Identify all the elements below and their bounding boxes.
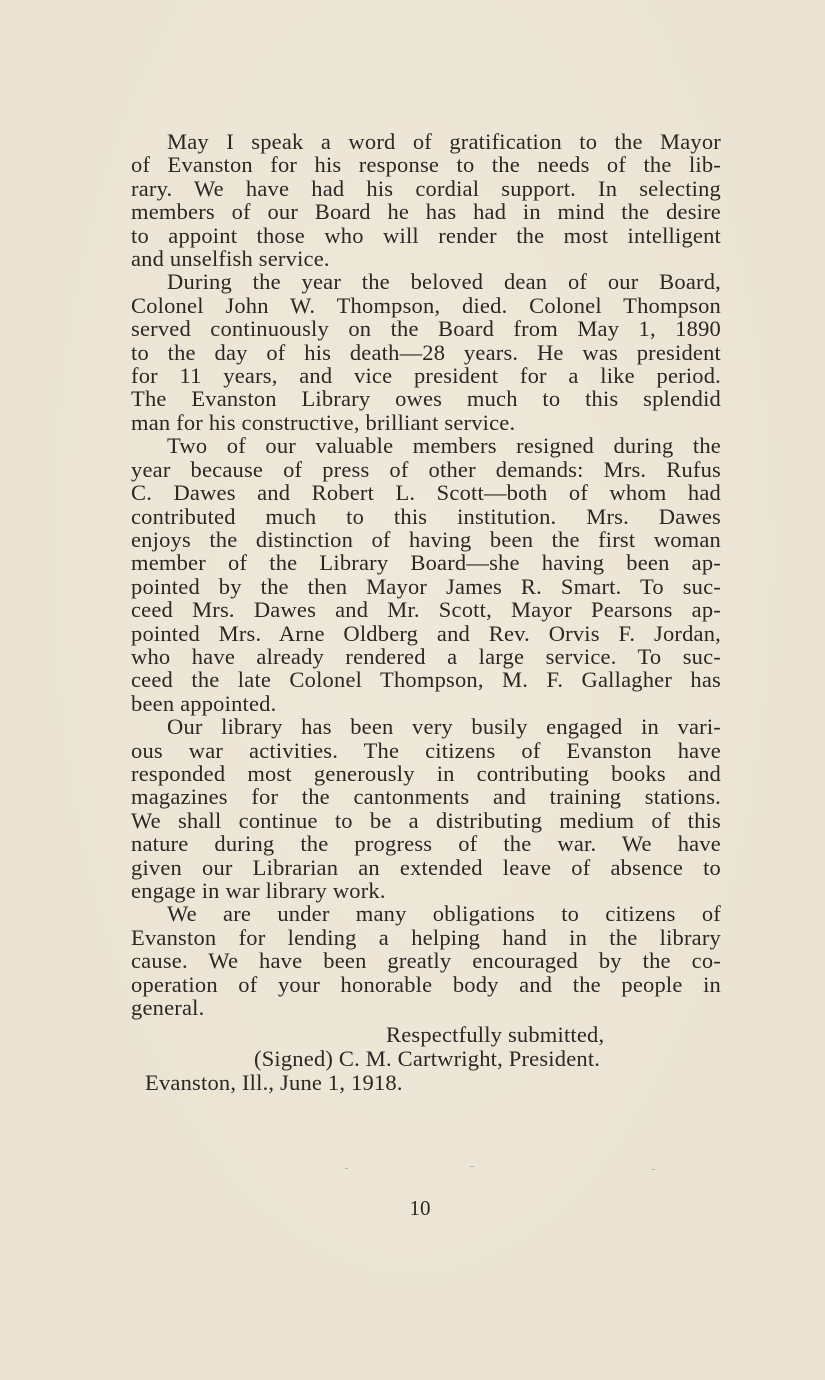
body-line: been appointed. — [131, 690, 277, 716]
body-line: general. — [131, 995, 205, 1021]
body-line: served continuously on the Board from May 1, 1890 — [131, 316, 721, 342]
body-line: engage in war library work. — [131, 878, 386, 903]
body-line: C. Dawes and Robert L. Scott—both of whom had — [131, 480, 721, 506]
body-line: magazines for the cantonments and training stations. — [131, 784, 721, 810]
report-body-text — [131, 130, 721, 1019]
body-line: Colonel John W. Thompson, died. Colonel Thompson — [131, 292, 721, 318]
paper-speck — [470, 1166, 474, 1167]
closing-respectfully-submitted: Respectfully submitted, — [386, 1022, 605, 1047]
body-line: rary. We have had his cordial support. In selecting — [131, 175, 721, 201]
body-line: Two of our valuable members resigned during the — [167, 433, 721, 459]
body-line: The Evanston Library owes much to this splendid — [131, 386, 721, 412]
body-line: pointed by the then Mayor James R. Smart. To suc- — [131, 573, 721, 599]
body-line: for 11 years, and vice president for a like period. — [131, 363, 721, 389]
body-line: and unselfish service. — [131, 246, 330, 272]
body-line: man for his constructive, brilliant service. — [131, 409, 516, 435]
body-line: responded most generously in contributing books and — [131, 760, 721, 786]
body-line: We shall continue to be a distributing medium of this — [131, 807, 721, 833]
body-line: Our library has been very busily engaged in vari- — [167, 714, 721, 740]
body-line: who have already rendered a large service. To suc- — [131, 643, 721, 669]
paper-speck — [652, 1169, 655, 1170]
signature-line: (Signed) C. M. Cartwright, President. — [254, 1046, 601, 1071]
body-line: of Evanston for his response to the needs of the lib- — [131, 152, 721, 178]
page-number: 10 — [409, 1196, 431, 1220]
body-line: operation of your honorable body and the people in — [131, 971, 721, 997]
body-line: given our Librarian an extended leave of absence to — [131, 854, 721, 880]
body-line: contributed much to this institution. Mrs. Dawes — [131, 503, 721, 529]
body-line: to the day of his death—28 years. He was president — [131, 339, 721, 365]
body-line: ous war activities. The citizens of Evanston have — [131, 737, 721, 763]
body-line: pointed Mrs. Arne Oldberg and Rev. Orvis F. Jordan, — [131, 620, 721, 646]
body-line: to appoint those who will render the most intelligent — [131, 222, 721, 248]
place-and-date: Evanston, Ill., June 1, 1918. — [145, 1070, 403, 1095]
body-line: member of the Library Board—she having been ap- — [131, 550, 721, 576]
body-line: During the year the beloved dean of our Board, — [167, 269, 721, 295]
body-line: ceed the late Colonel Thompson, M. F. Gallagher has — [131, 667, 721, 693]
paper-speck — [345, 1168, 348, 1169]
body-line: May I speak a word of gratification to the Mayor — [167, 129, 721, 154]
body-line: enjoys the distinction of having been the first woman — [131, 526, 721, 552]
body-line: Evanston for lending a helping hand in the library — [131, 924, 721, 950]
body-line: year because of press of other demands: Mrs. Rufus — [131, 456, 721, 482]
body-line: members of our Board he has had in mind the desire — [131, 199, 721, 225]
body-line: nature during the progress of the war. We have — [131, 831, 721, 857]
body-line: We are under many obligations to citizens of — [167, 901, 721, 927]
body-line: cause. We have been greatly encouraged by the co- — [131, 948, 721, 974]
body-line: ceed Mrs. Dawes and Mr. Scott, Mayor Pearsons ap- — [131, 597, 721, 623]
